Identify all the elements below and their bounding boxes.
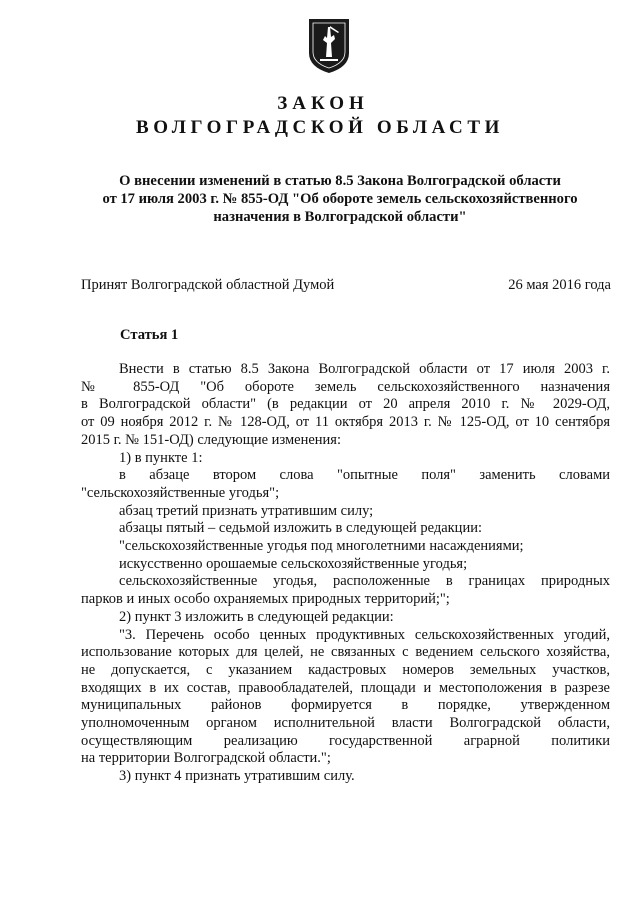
text-line: сельскохозяйственные угодья, расположенные в границах природных xyxy=(119,573,610,590)
text-line: парков и иных особо охраняемых природных территорий;"; xyxy=(81,591,450,608)
region-title: ВОЛГОГРАДСКОЙ ОБЛАСТИ xyxy=(135,117,505,138)
text-line: от 09 ноября 2012 г. № 128-ОД, от 11 октября 2013 г. № 125-ОД, от 10 сентября xyxy=(81,414,610,431)
text-line: абзацы пятый – седьмой изложить в следующей редакции: xyxy=(119,520,482,537)
text-line: "сельскохозяйственные угодья под многолетними насаждениями; xyxy=(119,538,524,555)
text-line: "сельскохозяйственные угодья"; xyxy=(81,484,280,501)
subtitle-line: О внесении изменений в статью 8.5 Закона Волгоградской области xyxy=(119,173,561,189)
coat-of-arms-emblem xyxy=(306,17,352,75)
text-line: 2015 г. № 151-ОД) следующие изменения: xyxy=(81,431,341,448)
text-line: входящих в их состав, правообладателей, площади и местоположения в разрезе xyxy=(81,679,610,696)
text-line: использование которых для целей, не связанных с ведением сельского хозяйства, xyxy=(81,644,610,661)
text-line: абзац третий признать утратившим силу; xyxy=(119,502,374,519)
law-title: ЗАКОН xyxy=(277,93,369,114)
text-line: искусственно орошаемые сельскохозяйственные угодья; xyxy=(119,555,468,572)
subtitle-line: от 17 июля 2003 г. № 855-ОД "Об обороте земель сельскохозяйственного xyxy=(102,191,578,207)
text-line: не допускается, с указанием кадастровых номеров земельных участков, xyxy=(81,661,610,678)
article-body xyxy=(81,361,610,786)
text-line: муниципальных районов формируется в порядке, утвержденном xyxy=(81,697,610,714)
subtitle-line: назначения в Волгоградской области" xyxy=(213,209,467,225)
text-line: уполномоченным органом исполнительной власти Волгоградской области, xyxy=(81,715,610,732)
adopted-by: Принят Волгоградской областной Думой xyxy=(81,277,335,293)
article-heading: Статья 1 xyxy=(120,327,179,343)
text-line: № 855-ОД "Об обороте земель сельскохозяйственного назначения xyxy=(81,378,610,395)
text-line: 3) пункт 4 признать утратившим силу. xyxy=(119,768,355,785)
law-subtitle xyxy=(70,172,610,226)
text-line: 2) пункт 3 изложить в следующей редакции: xyxy=(119,608,394,625)
text-line: в абзаце втором слова "опытные поля" заменить словами xyxy=(119,467,610,484)
text-line: на территории Волгоградской области."; xyxy=(81,750,331,767)
adoption-date: 26 мая 2016 года xyxy=(508,277,611,293)
text-line: Внести в статью 8.5 Закона Волгоградской области от 17 июля 2003 г. xyxy=(119,361,610,377)
text-line: "3. Перечень особо ценных продуктивных сельскохозяйственных угодий, xyxy=(119,626,610,643)
text-line: 1) в пункте 1: xyxy=(119,449,203,466)
text-line: в Волгоградской области" (в редакции от 20 апреля 2010 г. № 2029-ОД, xyxy=(81,396,610,413)
text-line: осуществляющим реализацию государственной аграрной политики xyxy=(81,732,610,749)
